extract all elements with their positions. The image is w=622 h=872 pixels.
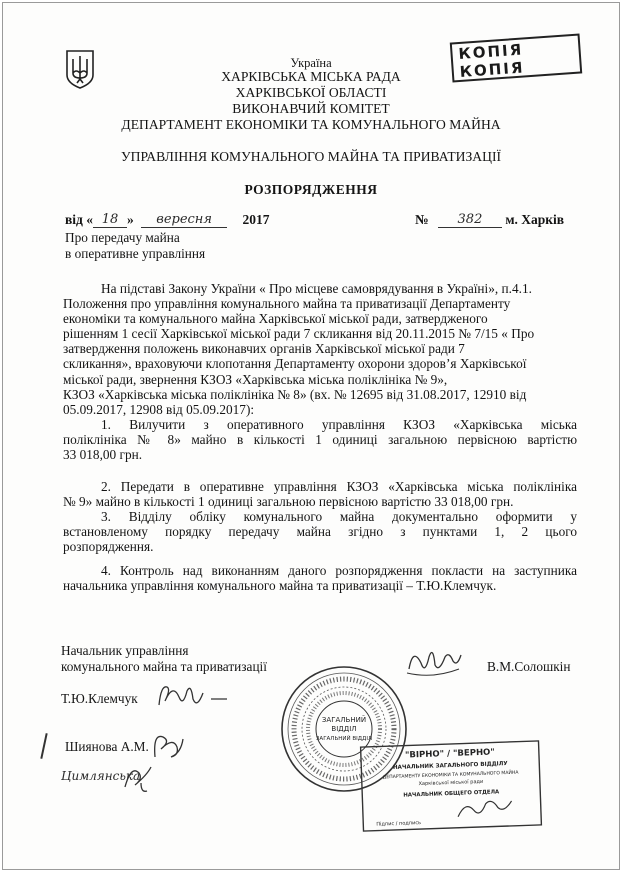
preamble-line: затвердження положень виконавчих органів Харківської міської ради 7 [63,341,465,357]
seal-center-line2: ВІДДІЛ [331,725,357,733]
copy-stamp-line2: КОПІЯ [459,58,526,81]
verno-line1: "ВІРНО" / "ВЕРНО" [404,747,495,761]
department-name: ДЕПАРТАМЕНТ ЕКОНОМІКИ ТА КОМУНАЛЬНОГО МАЙНА [121,117,501,132]
approval-tsymlianska: Цимлянська [61,769,141,783]
preamble-line: міської ради, звернення КЗОЗ «Харківська міська поліклініка № 9», [63,371,448,387]
preamble-line: рішенням 1 сесії Харківської міської ради 7 скликання від 20.11.2015 № 7/15 « Про [63,326,535,342]
seal-center-line1: ЗАГАЛЬНИЙ [321,716,367,724]
order-number: 382 [438,212,502,228]
signatory-name: В.М.Солошкін [487,659,571,674]
document-page [2,2,620,870]
klemchuk-signature-icon [153,679,233,713]
document-type-title: РОЗПОРЯДЖЕННЯ [244,182,378,197]
date-year: 2017 [242,212,270,227]
order-item-2 [63,479,577,509]
item-line: 1. Вилучити з оперативного управління КЗОЗ «Харківська міська [101,417,577,432]
signatory-title-line2: комунального майна та приватизації [61,659,267,674]
preamble-line: КЗОЗ «Харківська міська поліклініка № 8» (вх. № 12695 від 31.08.2017, 12910 від [63,386,527,402]
date-day: 18 [93,212,127,228]
item-line: № 9» майно в кількості 1 одиниці загальною первісною вартістю 33 018,00 грн. [63,494,514,510]
verno-line4: Харківської міської ради [418,778,484,788]
date-month: вересня [141,212,227,228]
division-name: УПРАВЛІННЯ КОМУНАЛЬНОГО МАЙНА ТА ПРИВАТИЗАЦІЇ [121,149,501,164]
item-line: начальника управління комунального майна та приватизації – Т.Ю.Клемчук. [63,578,497,594]
verno-line2: НАЧАЛЬНИК ЗАГАЛЬНОГО ВІДДІЛУ [392,761,508,772]
date-prefix: від « [65,212,93,227]
item-line: встановленому порядку передачу майна згідно з пунктами 1, 2 цього [63,524,577,540]
preamble-line: скликання», враховуючи клопотання Департаменту охорони здоров’я Харківської [63,356,527,372]
item-line: 2. Передати в оперативне управління КЗОЗ «Харківська міська поліклініка [101,479,577,494]
item-line: 33 018,00 грн. [63,447,143,463]
verno-stamp-frame [360,740,543,832]
date-line [65,212,270,228]
seal-center-line3: ЗАГАЛЬНИЙ ВІДДІЛ [315,736,373,742]
verno-stamp [360,740,543,832]
date-mid: » [127,212,134,227]
subject-line-1: Про передачу майна [65,230,180,245]
item-line: 3. Відділу обліку комунального майна документально оформити у [101,509,577,524]
preamble-line: 05.09.2017, 12908 від 05.09.2017): [63,401,255,417]
approval-klemchuk: Т.Ю.Клемчук [61,691,138,706]
region-name: ХАРКІВСЬКОЇ ОБЛАСТІ [235,85,387,100]
verno-line3: ДЕПАРТАМЕНТУ ЕКОНОМІКИ ТА КОМУНАЛЬНОГО МАЙНА [382,770,519,781]
order-number-line [415,212,564,228]
item-line: поліклініка № 8» майно в кількості 1 одиниці загальною первісною вартістю [63,432,577,448]
preamble-line: На підставі Закону України « Про місцеве самоврядування в Україні», п.4.1. [101,281,532,296]
subject-line-2: в оперативне управління [65,246,206,261]
committee-name: ВИКОНАВЧИЙ КОМІТЕТ [232,101,390,116]
verno-line5: НАЧАЛЬНИК ОБЩЕГО ОТДЕЛА [403,789,500,799]
preamble-line: економіки та комунального майна Харківської міської ради, затвердженого [63,311,488,327]
country-name: Україна [290,56,332,70]
copy-stamp-line1: КОПІЯ [457,40,524,63]
number-label: № [415,212,429,227]
preamble-paragraph [63,281,577,417]
item-line: 4. Контроль над виконанням даного розпорядження покласти на заступника [101,563,577,578]
order-item-4 [63,563,577,593]
order-item-3 [63,509,577,554]
order-item-1 [63,417,577,462]
tsymlianska-signature-icon [121,761,155,795]
approval-shyianova: Шиянова А.М. [65,739,149,754]
item-line: розпорядження. [63,539,154,555]
head-signature-icon [403,643,465,683]
council-name: ХАРКІВСЬКА МІСЬКА РАДА [221,69,401,84]
preamble-line: Положення про управління комунального майна та приватизації Департаменту [63,296,511,312]
city-name: м. Харків [505,212,565,227]
verno-line6: Підпис / подпись [376,820,422,828]
approval-mark [40,733,47,759]
shyianova-signature-icon [149,727,189,763]
signatory-title-line1: Начальник управління [61,643,189,658]
